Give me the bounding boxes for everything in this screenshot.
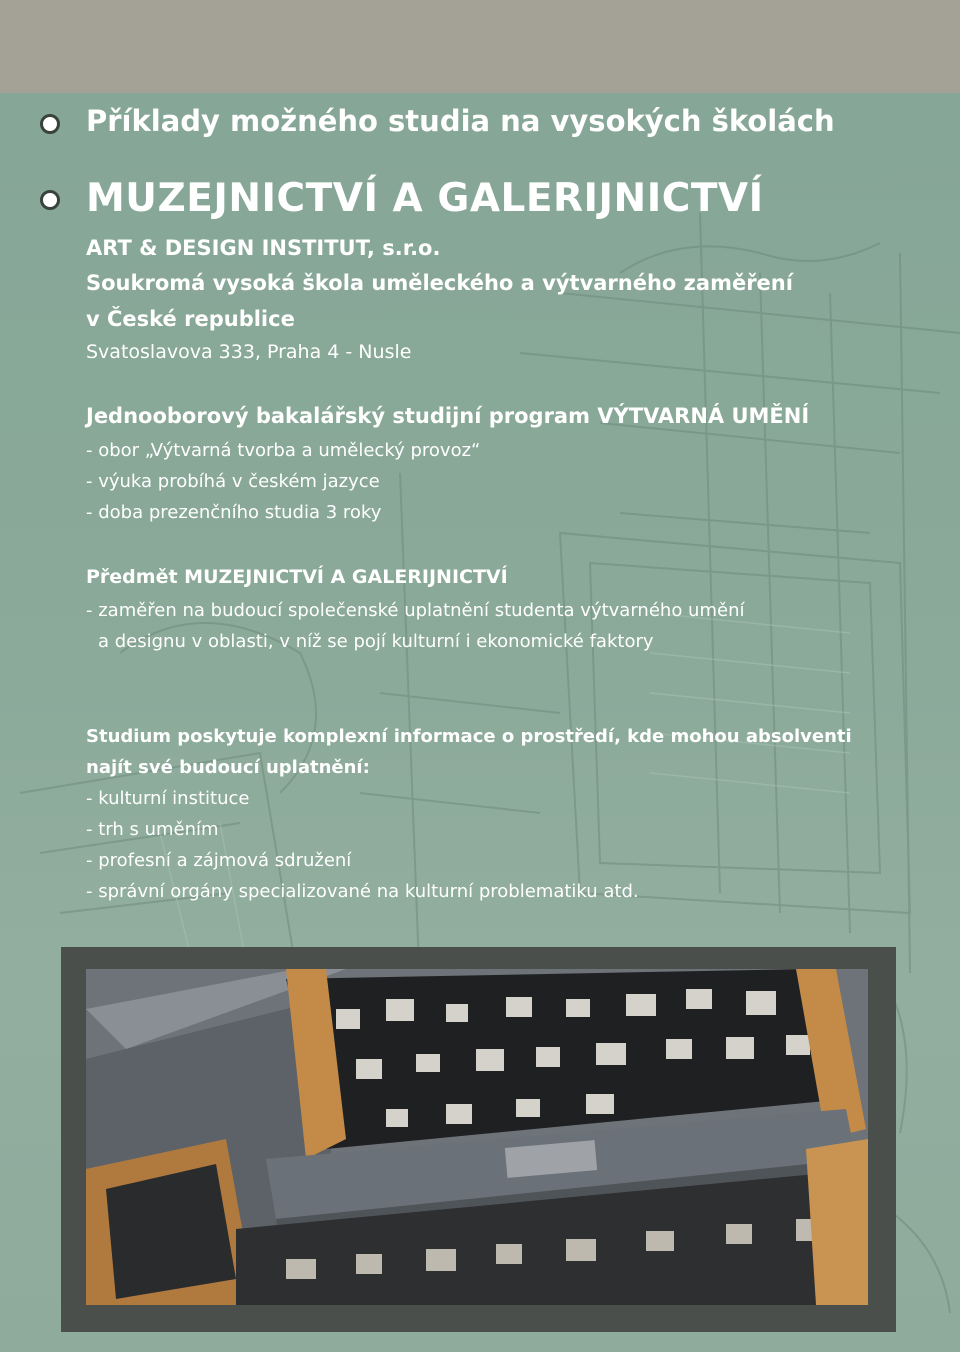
- program-item: - doba prezenčního studia 3 roky: [86, 502, 382, 523]
- outcome-item: - kulturní instituce: [86, 788, 250, 809]
- subject-heading: Předmět MUZEJNICTVÍ A GALERIJNICTVÍ: [86, 566, 508, 588]
- outcome-item: - trh s uměním: [86, 819, 219, 840]
- bullet-circle-icon: [40, 114, 60, 134]
- program-item: - obor „Výtvarná tvorba a umělecký provoz“: [86, 440, 481, 461]
- program-title: Jednooborový bakalářský studijní program VÝTVARNÁ UMĚNÍ: [86, 404, 810, 428]
- institution-name: ART & DESIGN INSTITUT, s.r.o.: [86, 236, 441, 260]
- outcome-item: - správní orgány specializované na kulturní problematiku atd.: [86, 881, 639, 902]
- bullet-circle-icon: [40, 190, 60, 210]
- subject-description-line1: - zaměřen na budoucí společenské uplatnění studenta výtvarného umění: [86, 600, 745, 621]
- top-band: [0, 0, 960, 93]
- outcomes-intro-line2: najít své budoucí uplatnění:: [86, 757, 370, 778]
- institution-description-line1: Soukromá vysoká škola uměleckého a výtvarného zaměření: [86, 271, 793, 295]
- institution-address: Svatoslavova 333, Praha 4 - Nusle: [86, 341, 412, 363]
- subject-description-line2: a designu v oblasti, v níž se pojí kulturní i ekonomické faktory: [98, 631, 654, 652]
- program-item: - výuka probíhá v českém jazyce: [86, 471, 380, 492]
- outcome-item: - profesní a zájmová sdružení: [86, 850, 352, 871]
- page-heading: Příklady možného studia na vysokých školách: [86, 104, 835, 138]
- outcomes-intro-line1: Studium poskytuje komplexní informace o prostředí, kde mohou absolventi: [86, 726, 852, 747]
- institution-description-line2: v České republice: [86, 307, 295, 331]
- museum-drawer-photo: [86, 969, 868, 1305]
- subject-title: MUZEJNICTVÍ A GALERIJNICTVÍ: [86, 176, 764, 221]
